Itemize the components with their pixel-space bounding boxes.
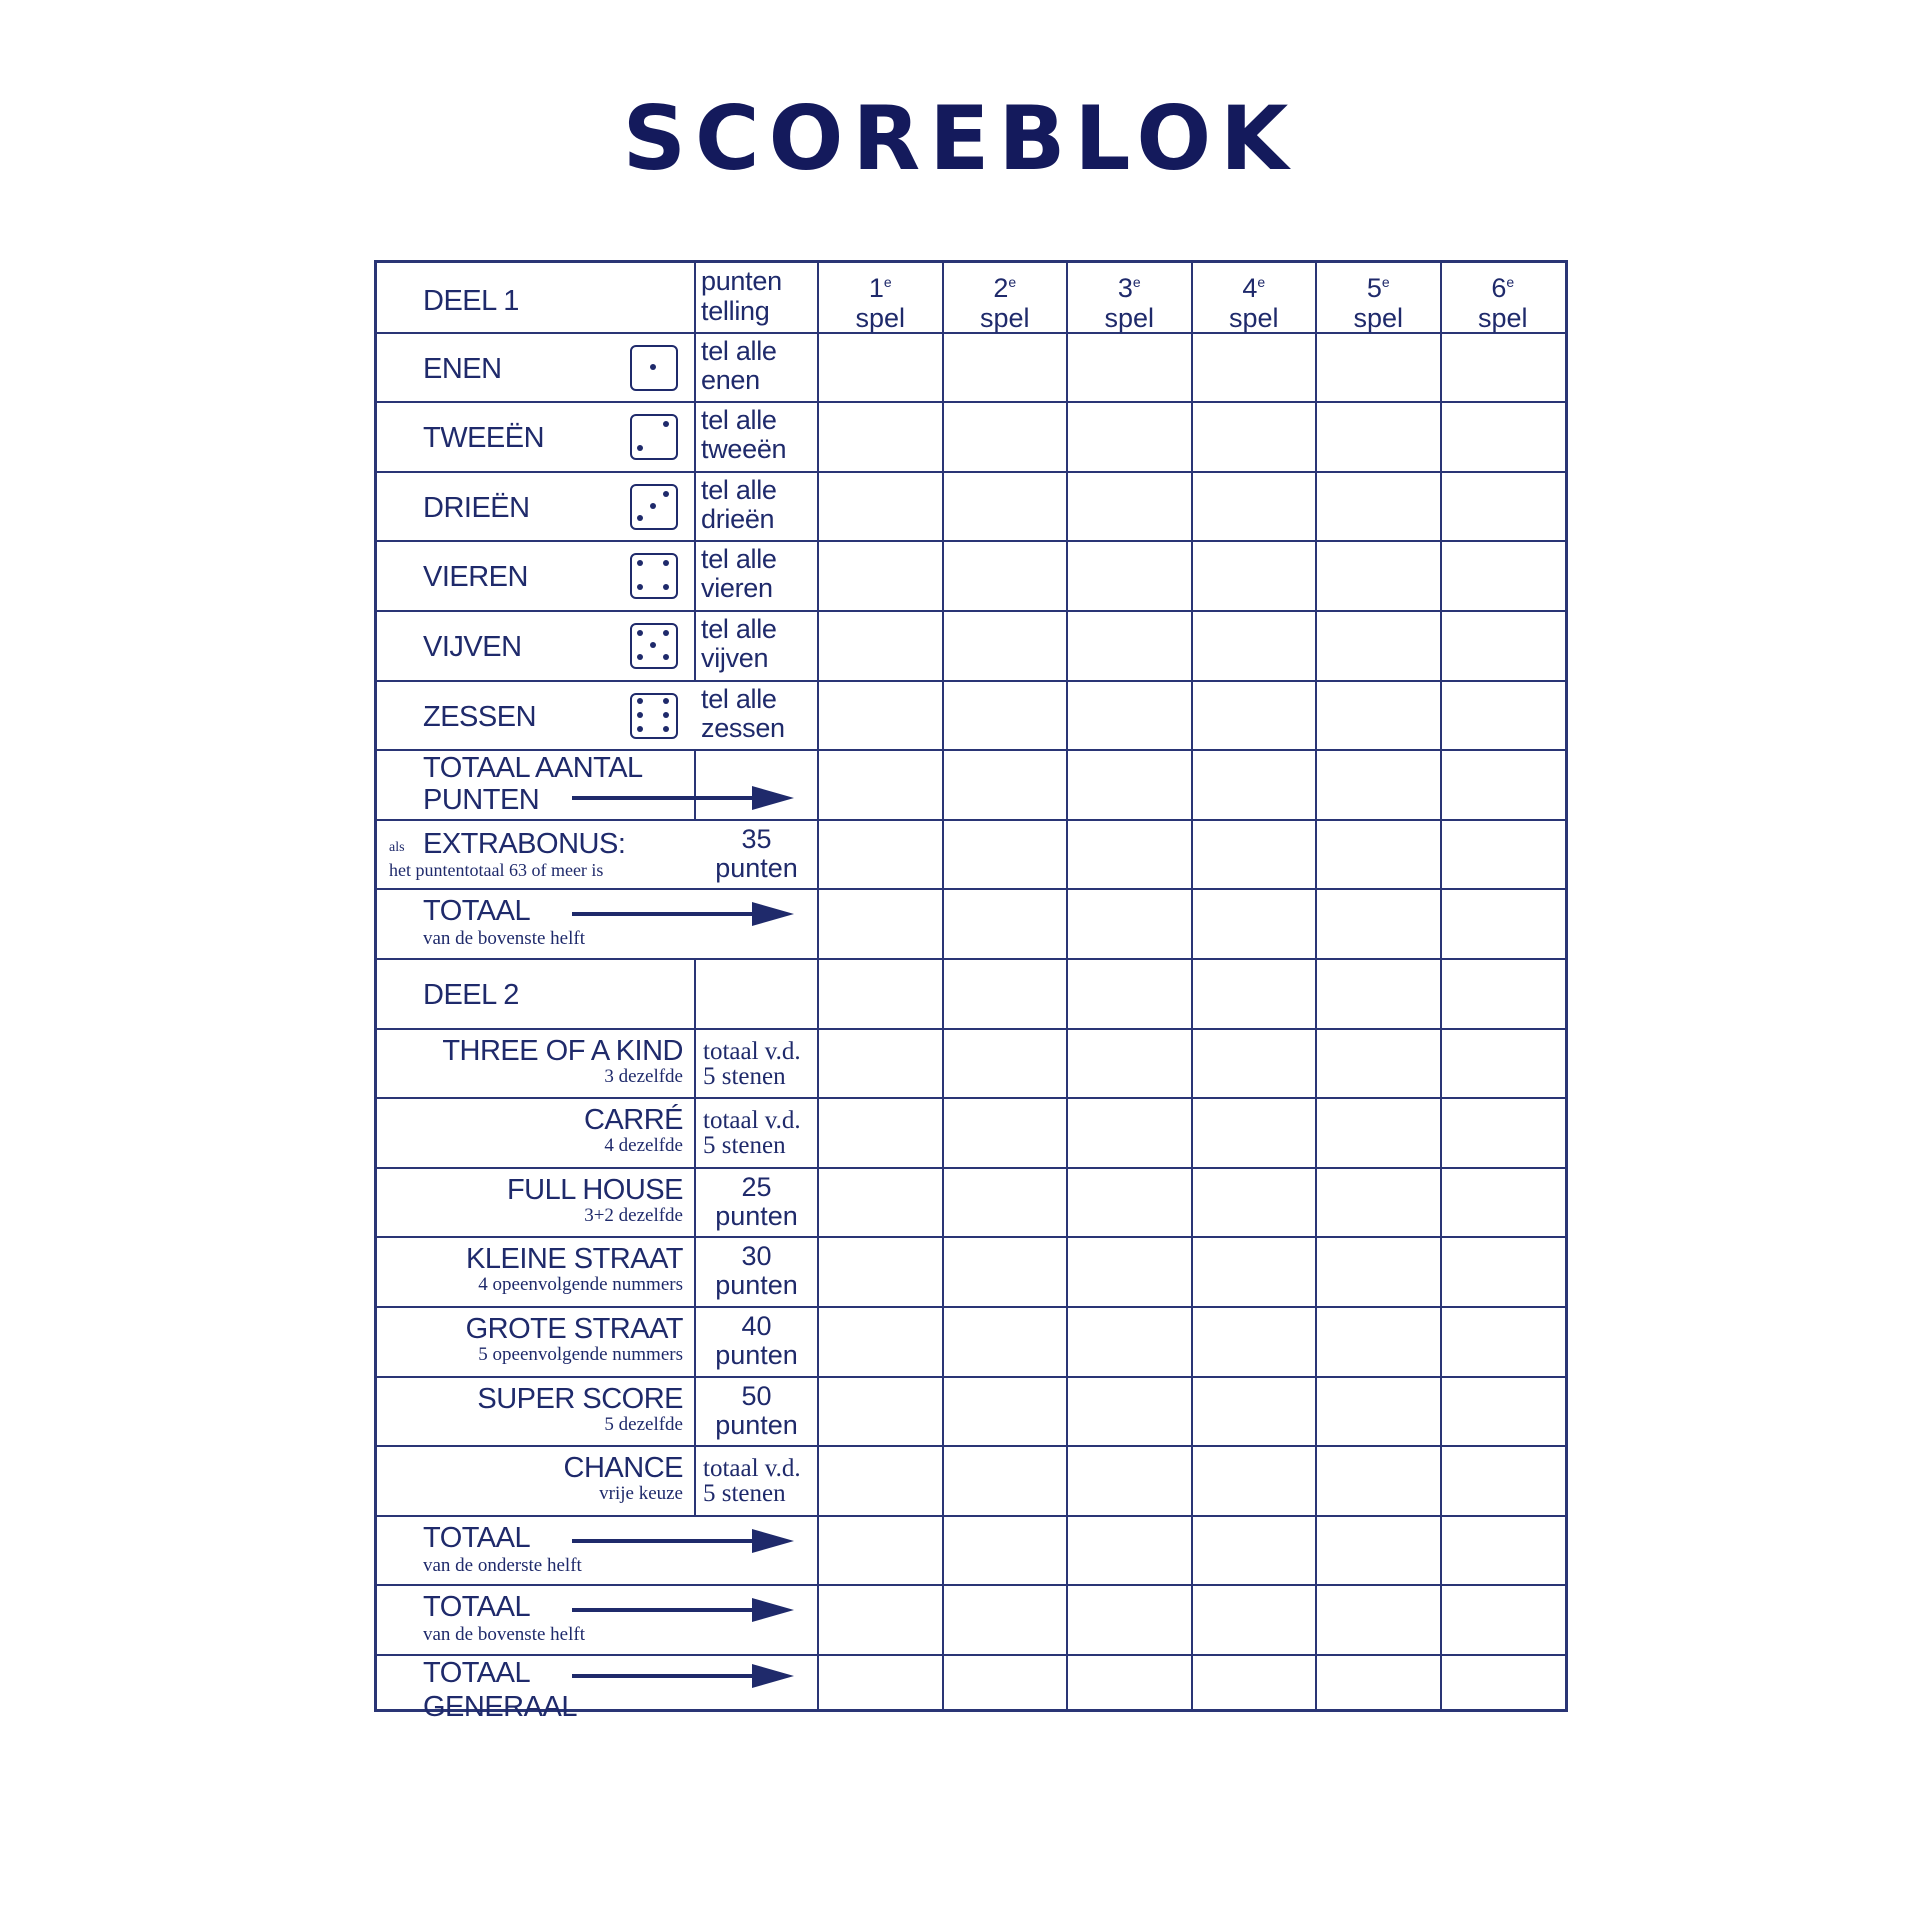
score-cell[interactable]	[1316, 472, 1441, 542]
score-cell[interactable]	[1316, 1446, 1441, 1516]
category-description: vijven	[701, 643, 769, 673]
score-cell[interactable]	[943, 1307, 1068, 1377]
score-cell[interactable]	[943, 1237, 1068, 1307]
score-cell[interactable]	[818, 611, 943, 681]
score-cell[interactable]	[943, 1585, 1068, 1655]
category-points-unit: punten	[715, 1270, 798, 1301]
pip	[637, 698, 643, 704]
category-label: GROTE STRAAT	[465, 1313, 683, 1345]
score-cell[interactable]	[1067, 1098, 1192, 1168]
page-title: SCOREBLOK	[622, 87, 1298, 190]
score-cell[interactable]	[1067, 1029, 1192, 1099]
die-five-icon	[630, 623, 678, 669]
game-ordinal	[818, 267, 943, 303]
category-description: tel alle	[701, 614, 777, 644]
score-cell[interactable]	[943, 472, 1068, 542]
upper-total-repeat-label: TOTAAL	[423, 1591, 531, 1624]
pip	[637, 445, 643, 451]
game-number: 1	[868, 273, 884, 303]
category-label: DRIEËN	[423, 491, 530, 524]
score-cell[interactable]	[1192, 611, 1317, 681]
category-note: 5 opeenvolgende nummers	[478, 1344, 683, 1365]
score-cell[interactable]	[1067, 889, 1192, 959]
points-column-divider	[694, 611, 696, 681]
score-cell[interactable]	[1067, 750, 1192, 820]
score-cell[interactable]	[1316, 1377, 1441, 1447]
category-label: FULL HOUSE	[506, 1173, 683, 1206]
score-cell[interactable]	[1067, 1237, 1192, 1307]
category-description: 5 stenen	[703, 1062, 786, 1090]
upper-total-label: TOTAAL	[423, 895, 531, 928]
score-cell[interactable]	[1192, 1585, 1317, 1655]
score-sheet	[374, 260, 1568, 1723]
score-cell[interactable]	[1316, 1655, 1441, 1725]
grand-total-label: TOTAAL	[423, 1657, 531, 1689]
score-cell[interactable]	[1192, 750, 1317, 820]
pip	[663, 560, 669, 566]
score-cell[interactable]	[1192, 541, 1317, 611]
category-description: tel alle	[701, 474, 777, 505]
score-cell[interactable]	[1316, 1098, 1441, 1168]
game-label: spel	[979, 303, 1030, 333]
category-label: TWEEËN	[423, 422, 545, 455]
score-cell[interactable]	[1067, 1446, 1192, 1516]
score-cell[interactable]	[1192, 1377, 1317, 1447]
score-cell[interactable]	[818, 1446, 943, 1516]
points-column-divider	[694, 263, 696, 333]
category-description: zessen	[701, 712, 785, 743]
score-cell[interactable]	[1316, 889, 1441, 959]
score-cell[interactable]	[1192, 333, 1317, 403]
score-cell[interactable]	[818, 959, 943, 1029]
category-description: tel alle	[701, 544, 777, 575]
bonus-label: EXTRABONUS:	[423, 827, 626, 860]
pip	[637, 630, 643, 636]
category-description: vieren	[701, 573, 773, 604]
game-column-header	[943, 267, 1068, 333]
pip	[637, 654, 643, 660]
game-label: spel	[1477, 303, 1528, 333]
category-note: 5 dezelfde	[604, 1413, 683, 1435]
score-cell[interactable]	[1192, 681, 1317, 751]
score-cell[interactable]	[1316, 1307, 1441, 1377]
arrow-right-icon	[572, 783, 802, 813]
score-cell[interactable]	[943, 889, 1068, 959]
score-cell[interactable]	[1067, 402, 1192, 472]
score-cell[interactable]	[943, 1516, 1068, 1586]
score-cell[interactable]	[943, 1168, 1068, 1238]
category-description: drieën	[701, 503, 775, 534]
score-cell[interactable]	[1316, 402, 1441, 472]
pip	[650, 364, 656, 370]
category-label: CHANCE	[563, 1452, 683, 1485]
score-cell[interactable]	[943, 1655, 1068, 1725]
bonus-prefix: als	[389, 839, 405, 855]
category-label: VIEREN	[423, 561, 528, 594]
category-note: 3+2 dezelfde	[584, 1204, 683, 1226]
score-cell[interactable]	[1441, 1655, 1566, 1725]
score-cell[interactable]	[1441, 1446, 1566, 1516]
category-label: VIJVEN	[423, 631, 522, 663]
lower-total-note: van de onderste helft	[423, 1554, 582, 1576]
score-cell[interactable]	[1441, 611, 1566, 681]
score-cell[interactable]	[1316, 959, 1441, 1029]
category-points: 50	[741, 1380, 772, 1411]
game-label: spel	[855, 303, 906, 333]
lower-total-label: TOTAAL	[423, 1521, 531, 1554]
score-cell[interactable]	[1441, 1237, 1566, 1307]
score-cell[interactable]	[818, 1585, 943, 1655]
category-description: totaal v.d.	[703, 1107, 801, 1135]
score-cell[interactable]	[1067, 1655, 1192, 1725]
pip	[637, 515, 643, 521]
pip	[637, 584, 643, 590]
score-cell[interactable]	[1192, 1237, 1317, 1307]
pip	[663, 726, 669, 732]
game-ordinal	[1441, 267, 1566, 303]
score-cell[interactable]	[1067, 541, 1192, 611]
score-cell[interactable]	[818, 889, 943, 959]
pip	[663, 630, 669, 636]
category-label: ENEN	[423, 352, 502, 385]
total-points-label: PUNTEN	[423, 784, 540, 817]
game-ordinal-suffix: e	[1506, 274, 1515, 290]
points-header-line1: punten	[701, 266, 782, 296]
category-points-unit: punten	[715, 1340, 798, 1370]
score-cell[interactable]	[1192, 1655, 1317, 1725]
category-description: tel alle	[701, 335, 777, 366]
score-cell[interactable]	[1316, 1585, 1441, 1655]
score-cell[interactable]	[1316, 1516, 1441, 1586]
score-cell[interactable]	[1067, 1307, 1192, 1377]
pip	[663, 421, 669, 427]
points-column-divider	[694, 472, 696, 542]
score-cell[interactable]	[1192, 959, 1317, 1029]
score-cell[interactable]	[1192, 1516, 1317, 1586]
score-cell[interactable]	[818, 402, 943, 472]
pip	[663, 654, 669, 660]
game-column-header	[818, 267, 943, 333]
score-cell[interactable]	[1316, 611, 1441, 681]
score-cell[interactable]	[943, 1029, 1068, 1099]
score-cell[interactable]	[1067, 681, 1192, 751]
score-cell[interactable]	[1067, 611, 1192, 681]
score-cell[interactable]	[943, 1446, 1068, 1516]
score-cell[interactable]	[818, 1168, 943, 1238]
score-cell[interactable]	[943, 750, 1068, 820]
score-cell[interactable]	[1192, 889, 1317, 959]
game-number: 2	[993, 273, 1009, 303]
category-description: totaal v.d.	[703, 1455, 801, 1483]
score-cell[interactable]	[1192, 1446, 1317, 1516]
score-cell[interactable]	[818, 820, 943, 890]
score-cell[interactable]	[1441, 1307, 1566, 1377]
category-label: ZESSEN	[423, 700, 537, 733]
die-two-icon	[630, 414, 678, 460]
category-note: 3 dezelfde	[604, 1065, 683, 1087]
points-column-divider	[694, 959, 696, 1029]
arrow-right-icon	[572, 1595, 802, 1625]
bonus-points-unit: punten	[715, 852, 798, 883]
category-points: 30	[741, 1241, 772, 1272]
score-cell[interactable]	[1316, 333, 1441, 403]
die-three-icon	[630, 484, 678, 530]
deel2-heading: DEEL 2	[423, 979, 519, 1011]
game-column-header	[1441, 267, 1566, 333]
score-cell[interactable]	[1441, 472, 1566, 542]
game-column-header	[1316, 267, 1441, 333]
score-cell[interactable]	[1067, 1377, 1192, 1447]
game-ordinal	[1067, 267, 1192, 303]
deel1-heading: DEEL 1	[423, 285, 519, 317]
score-cell[interactable]	[943, 1377, 1068, 1447]
score-cell[interactable]	[1067, 959, 1192, 1029]
pip	[637, 560, 643, 566]
pip	[650, 503, 656, 509]
category-description: tel alle	[701, 683, 777, 714]
score-cell[interactable]	[1441, 750, 1566, 820]
game-ordinal-suffix: e	[883, 274, 892, 290]
category-points-unit: punten	[715, 1409, 798, 1440]
points-column-divider	[694, 1446, 696, 1516]
category-label: THREE OF A KIND	[442, 1034, 683, 1067]
score-cell[interactable]	[1067, 1168, 1192, 1238]
score-cell[interactable]	[1441, 1168, 1566, 1238]
game-ordinal-suffix: e	[1381, 274, 1390, 290]
category-description: enen	[701, 364, 760, 395]
points-column-divider	[694, 1029, 696, 1099]
category-note: 4 dezelfde	[604, 1135, 683, 1157]
score-cell[interactable]	[1441, 402, 1566, 472]
points-column-divider	[694, 541, 696, 611]
score-cell[interactable]	[818, 1655, 943, 1725]
total-points-label: TOTAAL AANTAL	[423, 752, 643, 785]
die-six-icon	[630, 693, 678, 739]
game-number: 3	[1117, 273, 1133, 303]
category-points-unit: punten	[715, 1200, 798, 1231]
score-cell[interactable]	[818, 1516, 943, 1586]
game-ordinal-suffix: e	[1257, 274, 1266, 290]
game-label: spel	[1353, 303, 1404, 333]
score-cell[interactable]	[818, 333, 943, 403]
game-column-header	[1067, 267, 1192, 333]
score-cell[interactable]	[1192, 1098, 1317, 1168]
category-description: tweeën	[701, 434, 787, 465]
score-cell[interactable]	[1192, 1307, 1317, 1377]
score-cell[interactable]	[1316, 1237, 1441, 1307]
score-cell[interactable]	[1192, 402, 1317, 472]
score-cell[interactable]	[943, 402, 1068, 472]
score-cell[interactable]	[943, 959, 1068, 1029]
category-label: KLEINE STRAAT	[466, 1243, 683, 1276]
game-number: 5	[1366, 273, 1382, 303]
category-description: 5 stenen	[703, 1132, 786, 1160]
pip	[637, 712, 643, 718]
score-cell[interactable]	[818, 1377, 943, 1447]
game-number: 6	[1491, 273, 1507, 303]
score-cell[interactable]	[1441, 959, 1566, 1029]
arrow-right-icon	[572, 1526, 802, 1556]
pip	[663, 712, 669, 718]
pip	[663, 584, 669, 590]
arrow-right-icon	[572, 899, 802, 929]
score-cell[interactable]	[818, 1029, 943, 1099]
arrow-right-icon	[572, 1661, 802, 1691]
game-ordinal-suffix: e	[1132, 274, 1141, 290]
game-column-header	[1192, 267, 1317, 333]
category-label: SUPER SCORE	[477, 1382, 683, 1415]
score-cell[interactable]	[1316, 1029, 1441, 1099]
score-cell[interactable]	[1067, 1585, 1192, 1655]
score-cell[interactable]	[1441, 1585, 1566, 1655]
category-description: totaal v.d.	[703, 1037, 801, 1065]
game-ordinal-suffix: e	[1008, 274, 1017, 290]
score-cell[interactable]	[1441, 1098, 1566, 1168]
game-ordinal	[1192, 267, 1317, 303]
score-cell[interactable]	[818, 1307, 943, 1377]
points-header-line2: telling	[701, 296, 770, 326]
score-cell[interactable]	[1067, 820, 1192, 890]
pip	[663, 491, 669, 497]
score-cell[interactable]	[1192, 1168, 1317, 1238]
score-cell[interactable]	[1316, 681, 1441, 751]
bonus-points: 35	[741, 823, 772, 854]
upper-total-note: van de bovenste helft	[423, 928, 585, 950]
score-cell[interactable]	[1192, 1029, 1317, 1099]
upper-total-repeat-note: van de bovenste helft	[423, 1624, 585, 1646]
score-cell[interactable]	[1192, 820, 1317, 890]
score-cell[interactable]	[1316, 541, 1441, 611]
pip	[637, 726, 643, 732]
category-note: 4 opeenvolgende nummers	[478, 1274, 683, 1296]
score-cell[interactable]	[1441, 1029, 1566, 1099]
score-cell[interactable]	[818, 472, 943, 542]
category-points: 25	[741, 1171, 772, 1202]
score-cell[interactable]	[818, 681, 943, 751]
score-cell[interactable]	[943, 611, 1068, 681]
score-cell[interactable]	[943, 820, 1068, 890]
die-one-icon	[630, 345, 678, 391]
points-column-divider	[694, 1098, 696, 1168]
score-cell[interactable]	[1316, 820, 1441, 890]
category-points: 40	[741, 1311, 772, 1341]
score-cell[interactable]	[1441, 889, 1566, 959]
score-cell[interactable]	[1192, 472, 1317, 542]
score-cell[interactable]	[818, 541, 943, 611]
score-cell[interactable]	[818, 750, 943, 820]
score-cell[interactable]	[943, 541, 1068, 611]
pip	[663, 698, 669, 704]
score-cell[interactable]	[1067, 333, 1192, 403]
game-ordinal	[1316, 267, 1441, 303]
score-cell[interactable]	[1441, 541, 1566, 611]
score-cell[interactable]	[943, 333, 1068, 403]
score-cell[interactable]	[1316, 1168, 1441, 1238]
score-cell[interactable]	[1441, 681, 1566, 751]
category-label: CARRÉ	[583, 1104, 683, 1137]
score-cell[interactable]	[818, 1098, 943, 1168]
score-cell[interactable]	[943, 1098, 1068, 1168]
score-cell[interactable]	[1067, 472, 1192, 542]
category-description: tel alle	[701, 405, 777, 436]
pip	[650, 642, 656, 648]
score-cell[interactable]	[1441, 820, 1566, 890]
points-column-divider	[694, 333, 696, 403]
game-label: spel	[1228, 303, 1279, 333]
score-cell[interactable]	[1316, 750, 1441, 820]
game-label: spel	[1104, 303, 1155, 333]
bonus-note: het puntentotaal 63 of meer is	[389, 859, 604, 880]
points-column-divider	[694, 402, 696, 472]
score-cell[interactable]	[818, 1237, 943, 1307]
grand-total-label: GENERAAL	[423, 1691, 577, 1723]
die-four-icon	[630, 553, 678, 599]
score-cell[interactable]	[1067, 1516, 1192, 1586]
score-cell[interactable]	[1441, 1516, 1566, 1586]
score-cell[interactable]	[1441, 333, 1566, 403]
category-description: 5 stenen	[703, 1480, 786, 1508]
score-cell[interactable]	[1441, 1377, 1566, 1447]
game-ordinal	[943, 267, 1068, 303]
score-cell[interactable]	[943, 681, 1068, 751]
category-note: vrije keuze	[599, 1483, 683, 1505]
game-number: 4	[1242, 273, 1258, 303]
